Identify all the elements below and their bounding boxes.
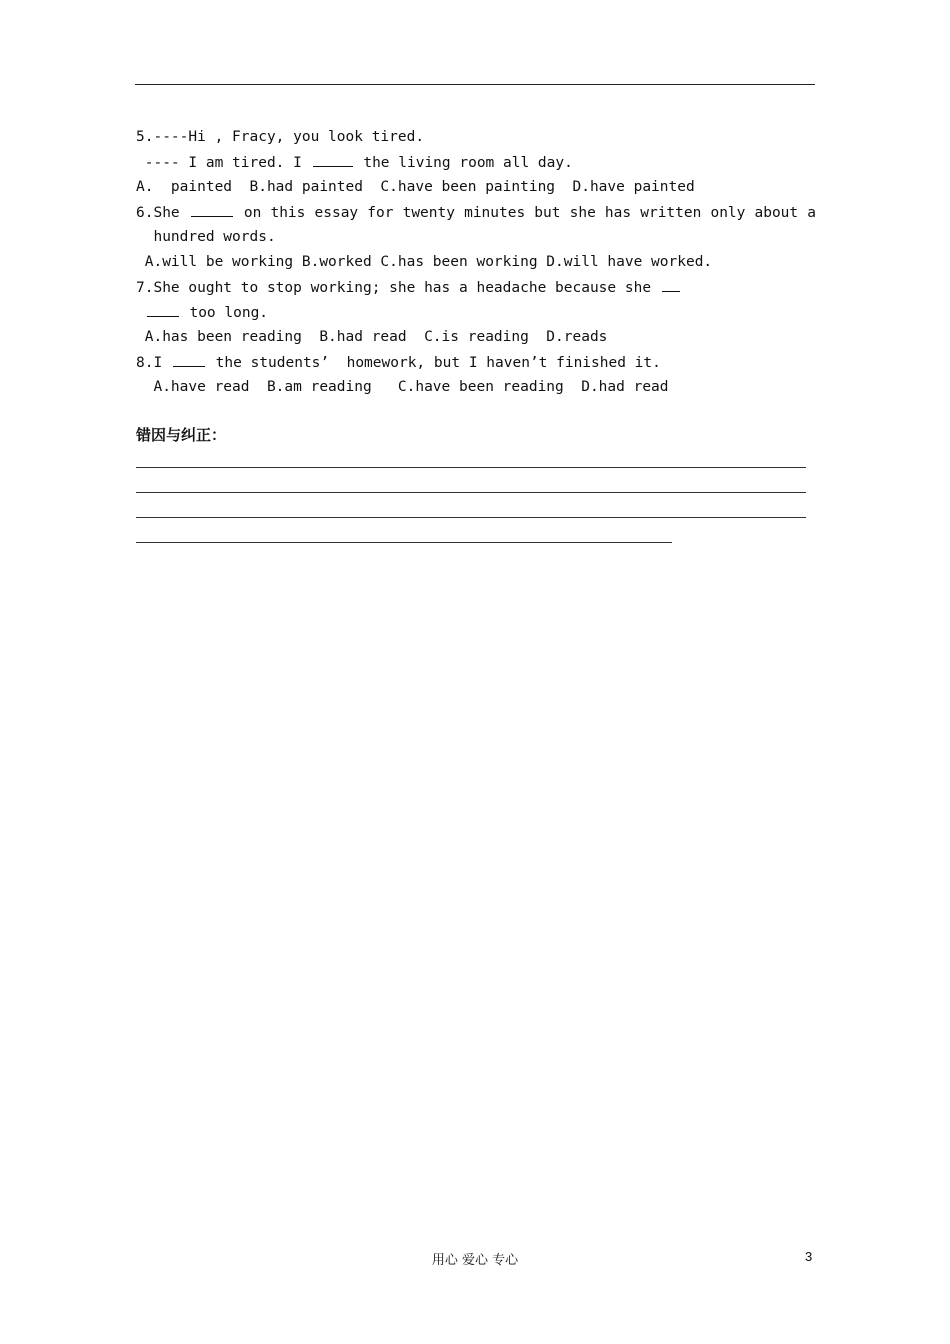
q6-text-a: 6.She	[136, 205, 189, 221]
answer-blank	[147, 302, 179, 317]
page-number: 3	[805, 1249, 813, 1264]
q8-line1	[136, 352, 816, 377]
q5-text-a: ---- I am tired. I	[136, 155, 311, 171]
writing-line	[136, 517, 806, 518]
q5-text-b: the living room all day.	[354, 155, 573, 171]
q6-line2: hundred words.	[136, 229, 276, 245]
footer-motto: 用心 爱心 专心	[431, 1253, 519, 1268]
q5-options: A. painted B.had painted C.have been painting D.have painted	[136, 179, 695, 195]
q5-line1: 5.----Hi , Fracy, you look tired.	[136, 129, 425, 145]
answer-blank	[191, 202, 233, 217]
answer-blank	[313, 152, 353, 167]
q8-text-a: 8.I	[136, 355, 171, 371]
q6-options: A.will be working B.worked C.has been working D.will have worked.	[136, 254, 713, 270]
q7-options: A.has been reading B.had read C.is reading D.reads	[136, 329, 608, 345]
q5-line2	[136, 152, 816, 177]
writing-line	[136, 492, 806, 493]
header-rule	[135, 84, 815, 85]
section-title: 错因与纠正：	[136, 426, 227, 444]
q8-options: A.have read B.am reading C.have been reading D.had read	[136, 379, 669, 395]
q7-text-b: too long.	[180, 305, 269, 321]
q6-line1	[136, 202, 816, 227]
q7-line1	[136, 277, 816, 302]
answer-blank	[662, 277, 680, 292]
q7-text-a: 7.She ought to stop working; she has a headache because she	[136, 280, 660, 296]
q7-line2	[136, 302, 816, 327]
q6-text-b: on this essay for twenty minutes but she has written only about a	[234, 205, 816, 221]
writing-line	[136, 542, 672, 543]
answer-blank	[173, 352, 205, 367]
writing-line	[136, 467, 806, 468]
question-list	[136, 127, 816, 402]
q8-text-b: the students’ homework, but I haven’t finished it.	[206, 355, 661, 371]
